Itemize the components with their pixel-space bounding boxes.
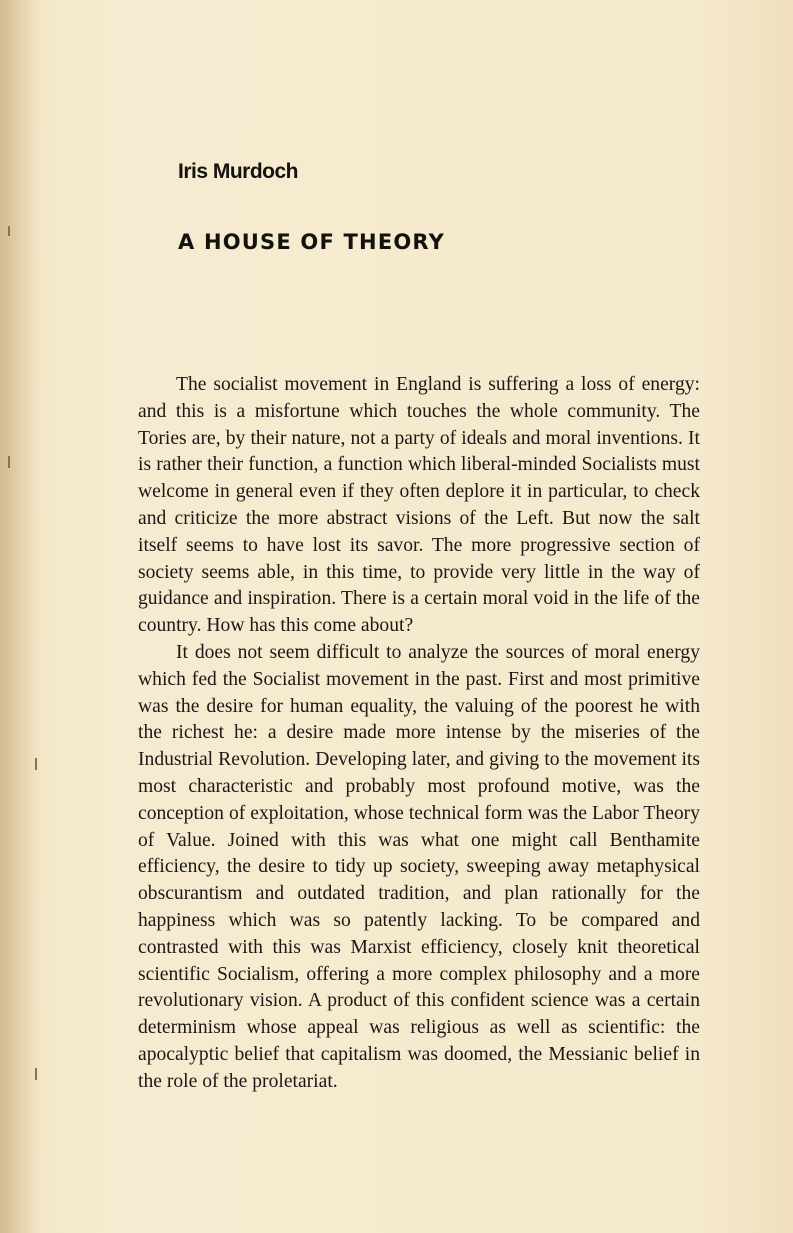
gutter-shadow: [0, 0, 38, 1233]
article-body: [138, 372, 700, 1096]
article-title: A HOUSE OF THEORY: [178, 230, 446, 254]
edge-mark: [35, 1068, 37, 1080]
paragraph: It does not seem difficult to analyze the sources of moral energy which fed the Socialist movement in the past. First and most primitive was the desire for human equality, the valuing of the poorest he with the richest he: a desire made more intense by the miseries of the Industrial Revolution. Developing later, and giving to the movement its most characteristic and probably most profound motive, was the conception of exploitation, whose technical form was the Labor Theory of Value. Joined with this was what one might call Benthamite efficiency, the desire to tidy up society, sweeping away metaphysical obscurantism and outdated tradition, and plan rationally for the happiness which was so patently lacking. To be compared and contrasted with this was Marxist efficiency, closely knit theoretical scientific Socialism, offering a more complex philosophy and a more revolutionary vision. A product of this confident science was a certain determinism whose appeal was religious as well as scientific: the apocalyptic belief that capitalism was doomed, the Messianic belief in the role of the proletariat.: [138, 641, 700, 1092]
paragraph: The socialist movement in England is suffering a loss of energy: and this is a misfortune which touches the whole community. The Tories are, by their nature, not a party of ideals and moral inventions. It is rather their function, a function which liberal-minded Socialists must welcome in general even if they often deplore it in particular, to check and criticize the more abstract visions of the Left. But now the salt itself seems to have lost its savor. The more progressive section of society seems able, in this time, to provide very little in the way of guidance and inspiration. There is a certain moral void in the life of the country. How has this come about?: [138, 374, 700, 637]
author-name: Iris Murdoch: [178, 160, 299, 183]
edge-mark: [8, 456, 10, 468]
edge-mark: [35, 758, 37, 770]
edge-mark: [8, 226, 10, 236]
